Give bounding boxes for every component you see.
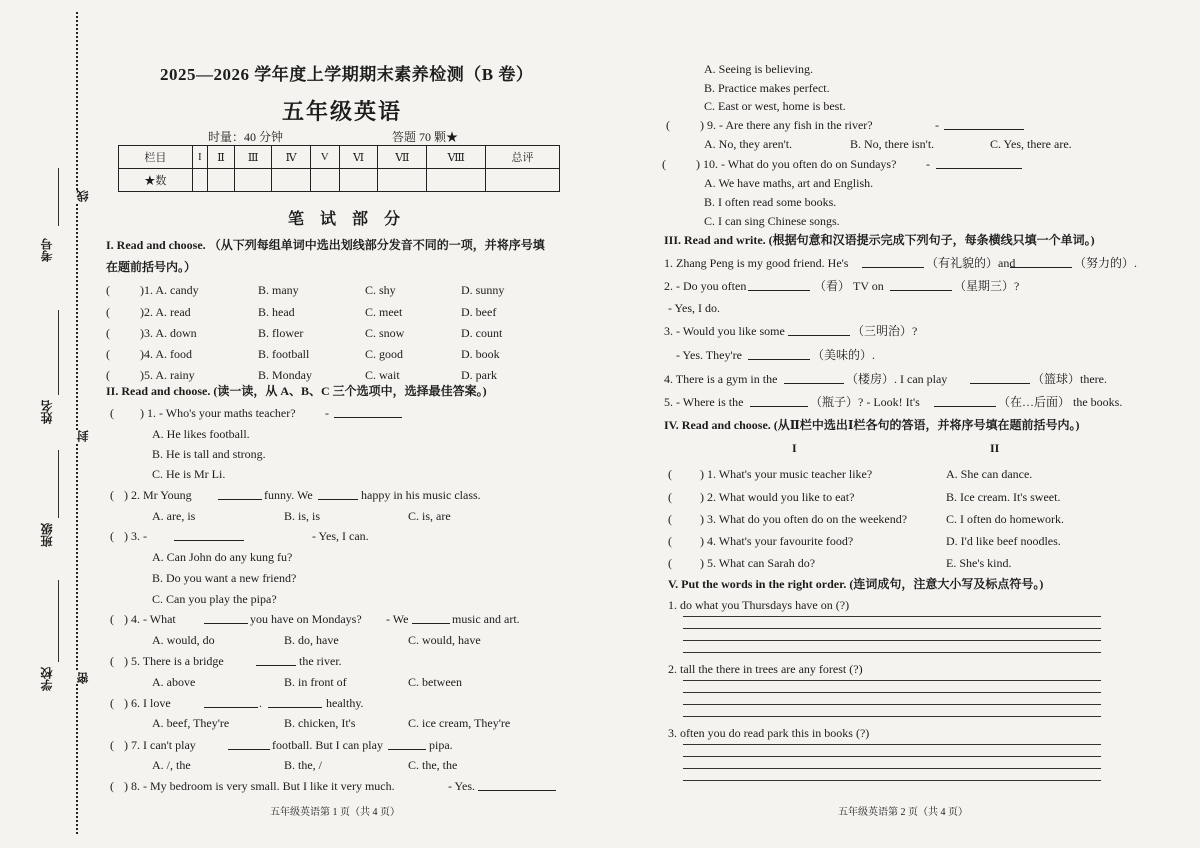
sec4-a1: A. She can dance. (946, 467, 1033, 481)
answer-bracket[interactable]: ( (106, 326, 110, 340)
score-input[interactable] (235, 169, 272, 192)
sec2-q5: ) 5. There is a bridge (124, 654, 224, 668)
sec3-s1a: 1. Zhang Peng is my good friend. He's (664, 256, 849, 270)
sec4-q3: ) 3. What do you often do on the weekend? (700, 512, 908, 526)
answer-blank[interactable] (934, 395, 996, 407)
dash: - (935, 118, 939, 132)
writing-line[interactable] (683, 780, 1101, 781)
sec2-q7-a: A. /, the (152, 758, 191, 772)
answer-bracket[interactable]: ( (668, 534, 672, 548)
answer-bracket[interactable]: ( (110, 654, 114, 668)
answer-blank[interactable] (970, 372, 1030, 384)
answer-blank[interactable] (412, 612, 450, 624)
sec2-q1: ) 1. - Who's your maths teacher? (140, 406, 296, 420)
sec3-s3b: （三明治）? (852, 324, 918, 338)
sec3-s4b: （楼房）. I can play (846, 372, 948, 386)
sec2-q10-c: C. I can sing Chinese songs. (704, 214, 840, 228)
sec2-q8-end: - Yes. (448, 779, 476, 793)
writing-line[interactable] (683, 756, 1101, 757)
writing-line[interactable] (683, 616, 1101, 617)
score-cell: Ⅱ (207, 146, 234, 169)
answer-blank[interactable] (204, 696, 258, 708)
exam-no-line (58, 168, 59, 226)
answer-blank[interactable] (862, 256, 924, 268)
sec1-q4-d: D. book (461, 347, 500, 361)
sec4-col1: I (792, 441, 797, 455)
sec1-q3-d: D. count (461, 326, 503, 340)
sec4-a2: B. Ice cream. It's sweet. (946, 490, 1061, 504)
sec2-q6-end: healthy. (326, 696, 364, 710)
dash: - (926, 157, 930, 171)
sec1-q3-b: B. flower (258, 326, 304, 340)
score-stars-row (119, 169, 560, 192)
label-class: 班级 (40, 523, 54, 547)
sec3-title: III. Read and write. (根据句意和汉语提示完成下列句子，每条横线只填一个单词。) (664, 233, 1095, 247)
writing-line[interactable] (683, 640, 1101, 641)
sec1-q1-d: D. sunny (461, 283, 505, 297)
score-cell: 总评 (486, 146, 560, 169)
sec1-q4: )4. A. food (140, 347, 192, 361)
score-input[interactable] (310, 169, 339, 192)
sec1-q2-d: D. beef (461, 305, 497, 319)
answer-blank[interactable] (750, 395, 808, 407)
page2-footer: 五年级英语第 2 页（共 4 页） (838, 807, 968, 818)
sec2-q4-c: C. would, have (408, 633, 481, 647)
answer-blank[interactable] (788, 324, 850, 336)
sec2-q7-mid: football. But I can play (272, 738, 383, 752)
writing-line[interactable] (683, 744, 1101, 745)
sec4-title: IV. Read and choose. (从Ⅱ栏中选出Ⅰ栏各句的答语，并将序号填在题前括号内。) (664, 418, 1080, 432)
sec2-q3-c: C. Can you play the pipa? (152, 592, 277, 606)
sec2-q10: ) 10. - What do you often do on Sundays? (696, 157, 897, 171)
score-input[interactable] (192, 169, 207, 192)
answer-blank[interactable] (268, 696, 322, 708)
answer-blank[interactable] (388, 738, 426, 750)
mark-seal: 封 (76, 430, 90, 442)
mark-line: 线 (76, 190, 90, 202)
sec1-q1: )1. A. candy (140, 283, 199, 297)
writing-line[interactable] (683, 628, 1101, 629)
sec3-s2c: （星期三）? (954, 279, 1020, 293)
score-cell: Ⅵ (339, 146, 378, 169)
sec3-s5a: 5. - Where is the (664, 395, 744, 409)
answer-bracket[interactable]: ( (106, 368, 110, 382)
writing-line[interactable] (683, 692, 1101, 693)
score-cell: Ⅶ (378, 146, 427, 169)
score-cell: Ⅷ (427, 146, 486, 169)
answer-bracket[interactable]: ( (110, 779, 114, 793)
sec2-q8: ) 8. - My bedroom is very small. But I like it very much. (124, 779, 395, 793)
score-table (118, 145, 560, 192)
exam-title: 2025—2026 学年度上学期期末素养检测（B 卷） (160, 65, 534, 84)
answer-bracket[interactable]: ( (668, 490, 672, 504)
sec2-q4-a: A. would, do (152, 633, 215, 647)
sec2-q5-c: C. between (408, 675, 462, 689)
sec2-q10-a: A. We have maths, art and English. (704, 176, 874, 190)
binding-dotted-line (76, 12, 78, 834)
sec3-s2a: 2. - Do you often (664, 279, 747, 293)
subject-title: 五年级英语 (282, 99, 403, 124)
sec1-q5: )5. A. rainy (140, 368, 195, 382)
sec2-q3-a: A. Can John do any kung fu? (152, 550, 293, 564)
answer-bracket[interactable]: ( (662, 157, 666, 171)
answer-blank[interactable] (1010, 256, 1072, 268)
sec4-col2: II (990, 441, 1000, 455)
sec1-q4-c: C. good (365, 347, 404, 361)
sec3-s2b: （看） TV on (814, 279, 884, 293)
answer-bracket[interactable]: ( (110, 529, 114, 543)
sec2-q6-c: C. ice cream, They're (408, 716, 511, 730)
writing-line[interactable] (683, 652, 1101, 653)
time-limit: 时量：40 分钟 (208, 130, 284, 144)
sec1-title-cn2: 在题前括号内。） (106, 260, 197, 274)
answer-bracket[interactable]: ( (668, 556, 672, 570)
sec3-s2d: - Yes, I do. (668, 301, 721, 315)
sec2-title: II. Read and choose. (读一读，从 A、B、C 三个选项中，选择最佳答案。) (106, 384, 487, 398)
sec3-s3d: （美味的）. (812, 348, 876, 362)
sec4-a4: D. I'd like beef noodles. (946, 534, 1061, 548)
sec1-q3: )3. A. down (140, 326, 197, 340)
sec4-a5: E. She's kind. (946, 556, 1012, 570)
class-line (58, 450, 59, 518)
sec3-s3c: - Yes. They're (676, 348, 742, 362)
answer-blank[interactable] (944, 118, 1024, 130)
written-part-heading: 笔 试 部 分 (288, 211, 407, 228)
sec5-s3: 3. often you do read park this in books (?) (668, 726, 870, 740)
sec4-q5: ) 5. What can Sarah do? (700, 556, 816, 570)
sec5-s2: 2. tall the there in trees are any forest (?) (668, 662, 863, 676)
sec3-s5b: （瓶子）? - Look! It's (810, 395, 920, 409)
sec2-q2-a: A. are, is (152, 509, 196, 523)
sec2-q2-b: B. is, is (284, 509, 321, 523)
page1-footer: 五年级英语第 1 页（共 4 页） (270, 807, 400, 818)
answer-count: 答题 70 颗★ (392, 130, 459, 144)
score-input[interactable] (272, 169, 311, 192)
sec2-q7: ) 7. I can't play (124, 738, 196, 752)
sec2-q5-a: A. above (152, 675, 196, 689)
sec1-q2: )2. A. read (140, 305, 191, 319)
sec2-q7-b: B. the, / (284, 758, 322, 772)
score-cell: ★数 (119, 169, 193, 192)
sec2-q9: ) 9. - Are there any fish in the river? (700, 118, 873, 132)
sec2-q7-c: C. the, the (408, 758, 458, 772)
sec3-s1c: （努力的）. (1074, 256, 1138, 270)
score-input[interactable] (427, 169, 486, 192)
writing-line[interactable] (683, 680, 1101, 681)
sec2-q3: ) 3. - (124, 529, 147, 543)
sec1-title-cn: （从下列每组单词中选出划线部分发音不同的一项，并将序号填 (208, 238, 545, 252)
sec2-q6-a: A. beef, They're (152, 716, 230, 730)
sec5-s1: 1. do what you Thursdays have on (?) (668, 598, 850, 612)
answer-blank[interactable] (204, 612, 248, 624)
answer-blank[interactable] (256, 654, 296, 666)
sec4-q1: ) 1. What's your music teacher like? (700, 467, 873, 481)
answer-bracket[interactable]: ( (668, 512, 672, 526)
sec2-q2-c: C. is, are (408, 509, 451, 523)
score-input[interactable] (207, 169, 234, 192)
score-input[interactable] (486, 169, 560, 192)
label-school: 学校 (40, 667, 54, 691)
sec2-q10-b: B. I often read some books. (704, 195, 837, 209)
answer-bracket[interactable]: ( (106, 283, 110, 297)
sec2-q6: ) 6. I love (124, 696, 171, 710)
sec1-q1-c: C. shy (365, 283, 396, 297)
answer-bracket[interactable]: ( (110, 488, 114, 502)
sec3-s4c: （篮球）there. (1032, 372, 1107, 386)
answer-blank[interactable] (748, 348, 810, 360)
sec3-s5c: （在…后面） the books. (998, 395, 1123, 409)
score-cell: V (310, 146, 339, 169)
sec3-s4a: 4. There is a gym in the (664, 372, 778, 386)
sec2-q2-end: happy in his music class. (361, 488, 481, 502)
answer-blank[interactable] (936, 157, 1022, 169)
score-cell: 栏目 (119, 146, 193, 169)
answer-blank[interactable] (784, 372, 844, 384)
sec2-q3-end: - Yes, I can. (312, 529, 369, 543)
answer-blank[interactable] (334, 406, 402, 418)
sec1-q5-c: C. wait (365, 368, 400, 382)
score-cell: Ⅳ (272, 146, 311, 169)
sec2-q8-a: A. Seeing is believing. (704, 62, 813, 76)
writing-line[interactable] (683, 704, 1101, 705)
answer-bracket[interactable]: ( (106, 347, 110, 361)
sec1-title (106, 238, 545, 252)
sec2-q9-a: A. No, they aren't. (704, 137, 793, 151)
sec2-q4-we: - We (386, 612, 409, 626)
sec2-q1-b: B. He is tall and strong. (152, 447, 266, 461)
sec4-q4: ) 4. What's your favourite food? (700, 534, 854, 548)
sec1-title-en: I. Read and choose. (106, 238, 206, 252)
sec2-q2-mid: funny. We (264, 488, 313, 502)
sec2-q1-c: C. He is Mr Li. (152, 467, 226, 481)
sec2-q4-mid: you have on Mondays? (250, 612, 362, 626)
answer-blank[interactable] (318, 488, 358, 500)
answer-blank[interactable] (890, 279, 952, 291)
sec3-s3a: 3. - Would you like some (664, 324, 785, 338)
sec4-q2: ) 2. What would you like to eat? (700, 490, 855, 504)
score-header-row (119, 146, 560, 169)
score-input[interactable] (378, 169, 427, 192)
sec2-q4-end: music and art. (452, 612, 520, 626)
sec2-q6-b: B. chicken, It's (284, 716, 356, 730)
score-cell: Ⅲ (235, 146, 272, 169)
label-exam-no: 考号 (40, 238, 54, 262)
answer-bracket[interactable]: ( (668, 467, 672, 481)
writing-line[interactable] (683, 716, 1101, 717)
answer-blank[interactable] (478, 779, 556, 791)
sec2-q2: ) 2. Mr Young (124, 488, 192, 502)
sec1-q3-c: C. snow (365, 326, 405, 340)
answer-blank[interactable] (228, 738, 270, 750)
sec2-q8-b: B. Practice makes perfect. (704, 81, 830, 95)
score-input[interactable] (339, 169, 378, 192)
answer-blank[interactable] (218, 488, 262, 500)
answer-bracket[interactable]: ( (666, 118, 670, 132)
mark-seal2: 密 (76, 672, 90, 684)
sec2-q9-b: B. No, there isn't. (850, 137, 935, 151)
sec2-q3-b: B. Do you want a new friend? (152, 571, 297, 585)
sec1-q2-c: C. meet (365, 305, 403, 319)
comma: . (259, 696, 262, 710)
sec1-q5-d: D. park (461, 368, 497, 382)
answer-bracket[interactable]: ( (110, 406, 114, 420)
sec2-q5-end: the river. (299, 654, 342, 668)
sec2-q4: ) 4. - What (124, 612, 176, 626)
sec1-q1-b: B. many (258, 283, 299, 297)
sec2-q4-b: B. do, have (284, 633, 339, 647)
writing-line[interactable] (683, 768, 1101, 769)
sec1-q5-b: B. Monday (258, 368, 312, 382)
answer-blank[interactable] (174, 529, 244, 541)
sec4-a3: C. I often do homework. (946, 512, 1064, 526)
answer-blank[interactable] (748, 279, 810, 291)
sec2-q9-c: C. Yes, there are. (990, 137, 1072, 151)
sec2-q5-b: B. in front of (284, 675, 347, 689)
sec2-q8-c: C. East or west, home is best. (704, 99, 846, 113)
answer-bracket[interactable]: ( (110, 738, 114, 752)
sec3-s1b: （有礼貌的）and (926, 256, 1016, 270)
answer-bracket[interactable]: ( (110, 696, 114, 710)
school-line (58, 580, 59, 662)
label-name: 姓名 (40, 400, 54, 424)
answer-bracket[interactable]: ( (106, 305, 110, 319)
sec2-q7-end: pipa. (429, 738, 453, 752)
sec5-title: V. Put the words in the right order. (连词成句，注意大小写及标点符号。) (668, 577, 1044, 591)
name-line (58, 310, 59, 395)
sec1-q2-b: B. head (258, 305, 295, 319)
score-cell: I (192, 146, 207, 169)
sec2-q1-a: A. He likes football. (152, 427, 250, 441)
sec1-q4-b: B. football (258, 347, 310, 361)
sec2-q1-dash: - (325, 406, 329, 420)
answer-bracket[interactable]: ( (110, 612, 114, 626)
